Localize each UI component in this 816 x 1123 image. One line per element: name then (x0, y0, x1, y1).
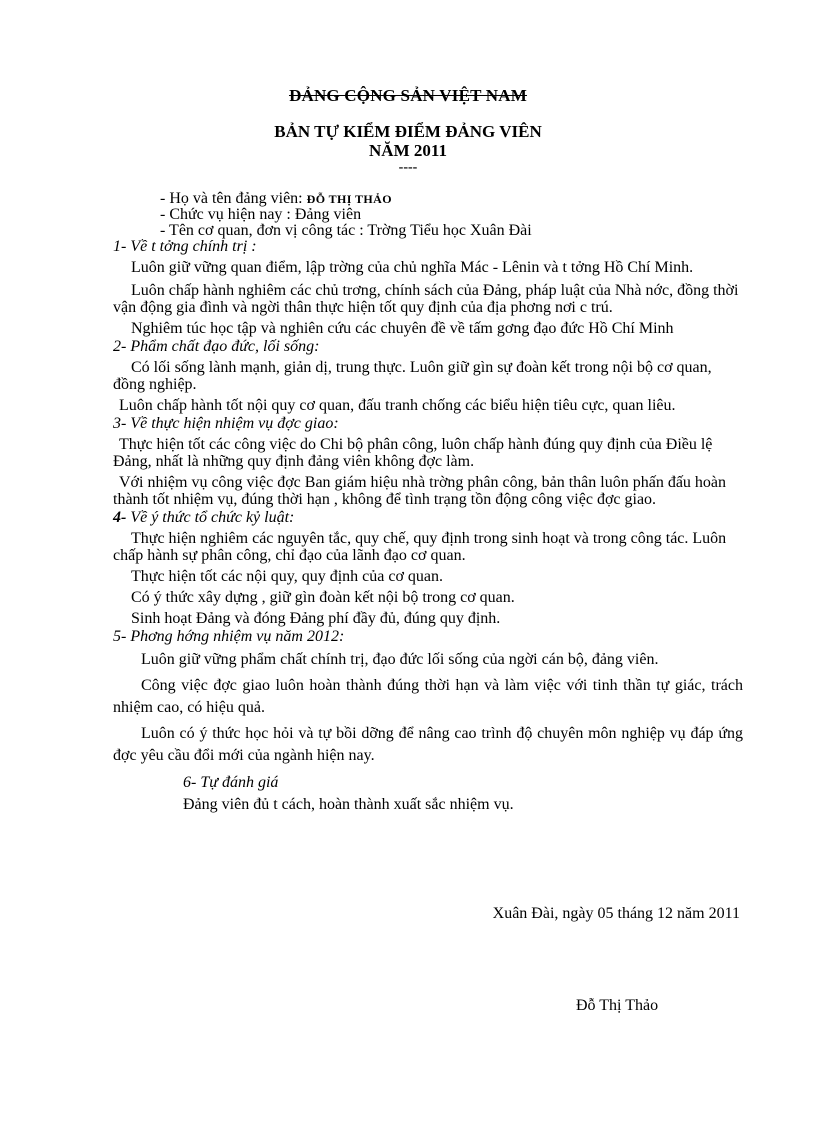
info-position: - Chức vụ hiện nay : Đảng viên (160, 206, 362, 223)
section-1-para-1: Luôn giữ vững quan điểm, lập trờng của chủ nghĩa Mác - Lênin và t tởng Hồ Chí Minh. (131, 259, 694, 276)
info-name (113, 191, 743, 207)
document-body (113, 191, 743, 813)
section-4-para-2: Thực hiện tốt các nội quy, quy định của cơ quan. (131, 568, 444, 585)
section-4-heading (113, 510, 743, 526)
section-5-para-3: Luôn có ý thức học hỏi và tự bồi dỡng để nâng cao trình độ chuyên môn nghiệp vụ đáp ứng đợc yêu cầu đổi mới của ngành hiện nay. (113, 725, 743, 764)
section-4-para-3: Có ý thức xây dựng , giữ gìn đoàn kết nội bộ trong cơ quan. (131, 589, 515, 606)
title-line: BẢN TỰ KIỂM ĐIỂM ĐẢNG VIÊN (274, 122, 542, 141)
section-3-para-2: Với nhiệm vụ công việc đợc Ban giám hiệu nhà trờng phân công, bản thân luôn phấn đấu hoàn thành tốt nhiệm vụ, đúng thời hạn , không để tình trạng tồn động công việc đợc giao. (113, 474, 727, 508)
section-3-para-1: Thực hiện tốt các công việc do Chi bộ phân công, luôn chấp hành đúng quy định của Điều lệ Đảng, nhất là những quy định đảng viên không đợc làm. (113, 436, 713, 470)
info-unit: - Tên cơ quan, đơn vị công tác : Trờng Tiểu học Xuân Đài (160, 222, 532, 239)
section-4-para-1: Thực hiện nghiêm các nguyên tắc, quy chế, quy định trong sinh hoạt và trong công tác. Luôn chấp hành sự phân công, chỉ đạo của lãnh đạo cơ quan. (113, 530, 727, 564)
section-2-heading: 2- Phẩm chất đạo đức, lối sống: (113, 338, 320, 355)
signer-name: Đỗ Thị Thảo (576, 997, 659, 1014)
section-1-para-2: Luôn chấp hành nghiêm các chủ trơng, chính sách của Đảng, pháp luật của Nhà nớc, đồng thời vận động gia đình và ngời thân thực hiện tốt quy định của địa phơng nơi c trú. (113, 282, 739, 316)
party-header: ĐẢNG CỘNG SẢN VIỆT NAM (288, 86, 528, 105)
section-2-para-1: Có lối sống lành mạnh, giản dị, trung thực. Luôn giữ gìn sự đoàn kết trong nội bộ cơ quan, đồng nghiệp. (113, 359, 712, 393)
section-2-para-2: Luôn chấp hành tốt nội quy cơ quan, đấu tranh chống các biểu hiện tiêu cực, quan liêu. (119, 397, 676, 414)
info-name-label: - Họ và tên đảng viên: (160, 190, 307, 207)
title-year: NĂM 2011 (369, 141, 447, 160)
title-separator: ---- (398, 160, 418, 175)
section-4-number: 4- (113, 509, 127, 526)
section-6-para-1: Đảng viên đủ t cách, hoàn thành xuất sắc nhiệm vụ. (183, 796, 514, 813)
section-5-heading: 5- Phơng hớng nhiệm vụ năm 2012: (113, 628, 345, 645)
date-line: Xuân Đài, ngày 05 tháng 12 năm 2011 (492, 905, 740, 922)
section-6-heading: 6- Tự đánh giá (183, 774, 279, 791)
section-4-title: Về ý thức tổ chức kỷ luật: (126, 509, 295, 526)
section-3-heading: 3- Về thực hiện nhiệm vụ đợc giao: (113, 415, 339, 432)
section-1-para-3: Nghiêm túc học tập và nghiên cứu các chuyên đề về tấm gơng đạo đức Hồ Chí Minh (131, 320, 674, 337)
section-1-heading: 1- Về t tởng chính trị : (113, 238, 257, 255)
info-name-value: ĐỖ THỊ THẢO (306, 192, 392, 206)
section-5-para-1: Luôn giữ vững phẩm chất chính trị, đạo đức lối sống của ngời cán bộ, đảng viên. (141, 651, 659, 668)
document-title (0, 122, 816, 160)
section-4-para-4: Sinh hoạt Đảng và đóng Đảng phí đầy đủ, đúng quy định. (131, 610, 501, 627)
section-5-para-2: Công việc đợc giao luôn hoàn thành đúng thời hạn và làm việc với tinh thần tự giác, trách nhiệm cao, có hiệu quả. (113, 677, 743, 716)
